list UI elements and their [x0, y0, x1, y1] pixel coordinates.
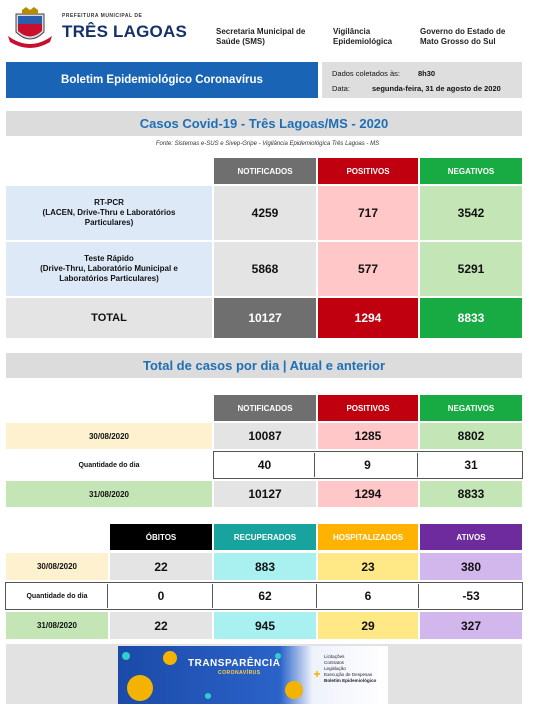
dia-atual-positivos: 1294 — [318, 481, 418, 507]
dia-atual-notificados: 10127 — [214, 481, 316, 507]
dia-qtd-negativos: 31 — [421, 453, 521, 477]
total-notificados: 10127 — [214, 298, 316, 338]
dia-anterior-negativos: 8802 — [420, 423, 522, 449]
data-label: Data: — [332, 84, 350, 93]
coletados-value: 8h30 — [418, 69, 436, 78]
por-dia-title: Total de casos por dia | Atual e anterior — [6, 353, 522, 378]
row-label-rtpcr: RT-PCR (LACEN, Drive-Thru e Laboratórios Particulares) — [6, 186, 212, 240]
teste-negativos: 5291 — [420, 242, 522, 296]
rtpcr-notificados: 4259 — [214, 186, 316, 240]
transparencia-title: TRANSPARÊNCIA — [188, 658, 281, 669]
sit-qtd-obitos: 0 — [110, 584, 213, 608]
link-legislacao[interactable]: Legislação — [324, 666, 346, 671]
sit-header-obitos: ÓBITOS — [110, 524, 212, 550]
row-label-teste-rapido: Teste Rápido (Drive-Thru, Laboratório Municipal e Laboratórios Particulares) — [6, 242, 212, 296]
teste-positivos: 577 — [318, 242, 418, 296]
sit-atual-label: 31/08/2020 — [6, 612, 108, 639]
coletados-label: Dados coletados às: — [332, 69, 400, 78]
total-positivos: 1294 — [318, 298, 418, 338]
casos-header-positivos: POSITIVOS — [318, 158, 418, 184]
sit-anterior-hospitalizados: 23 — [318, 553, 418, 580]
sit-qtd-recuperados: 62 — [214, 584, 317, 608]
dia-qtd-notificados: 40 — [215, 453, 315, 477]
dia-header-negativos: NEGATIVOS — [420, 395, 522, 421]
dia-atual-negativos: 8833 — [420, 481, 522, 507]
link-boletim[interactable]: Boletim Epidemiológico — [324, 678, 377, 683]
link-execucao-despesas[interactable]: Execução de Despesas — [324, 672, 373, 677]
transparencia-links — [324, 654, 376, 684]
sit-anterior-obitos: 22 — [110, 553, 212, 580]
header-secretaria: Secretaria Municipal de Saúde (SMS) — [216, 27, 306, 46]
sit-qtd-hospitalizados: 6 — [318, 584, 419, 608]
total-label: TOTAL — [6, 298, 212, 338]
dia-anterior-notificados: 10087 — [214, 423, 316, 449]
logo-subtitle: PREFEITURA MUNICIPAL DE — [62, 13, 143, 19]
total-negativos: 8833 — [420, 298, 522, 338]
sit-atual-hospitalizados: 29 — [318, 612, 418, 639]
dia-atual-label: 31/08/2020 — [6, 481, 212, 507]
sit-anterior-label: 30/08/2020 — [6, 553, 108, 580]
link-contratos[interactable]: Contratos — [324, 660, 344, 665]
dia-qtd-label: Quantidade do dia — [6, 451, 212, 479]
coat-of-arms-icon — [6, 6, 54, 50]
sit-atual-ativos: 327 — [420, 612, 522, 639]
dia-qtd-positivos: 9 — [318, 453, 418, 477]
sit-anterior-recuperados: 883 — [214, 553, 316, 580]
data-value: segunda-feira, 31 de agosto de 2020 — [372, 84, 501, 93]
sit-header-recuperados: RECUPERADOS — [214, 524, 316, 550]
sit-header-hospitalizados: HOSPITALIZADOS — [318, 524, 418, 550]
info-box — [322, 62, 522, 98]
transparencia-banner[interactable] — [118, 646, 388, 704]
logo-title: TRÊS LAGOAS — [62, 22, 187, 41]
sit-atual-recuperados: 945 — [214, 612, 316, 639]
transparencia-subtitle: CORONAVÍRUS — [218, 670, 261, 676]
casos-header-negativos: NEGATIVOS — [420, 158, 522, 184]
rtpcr-positivos: 717 — [318, 186, 418, 240]
sit-qtd-label: Quantidade do dia — [7, 584, 108, 608]
rtpcr-negativos: 3542 — [420, 186, 522, 240]
sit-header-ativos: ATIVOS — [420, 524, 522, 550]
boletim-title: Boletim Epidemiológico Coronavírus — [6, 62, 318, 98]
casos-header-notificados: NOTIFICADOS — [214, 158, 316, 184]
sit-anterior-ativos: 380 — [420, 553, 522, 580]
header-vigilancia: Vigilância Epidemiológica — [333, 27, 393, 46]
link-licitacoes[interactable]: Licitações — [324, 654, 345, 659]
teste-notificados: 5868 — [214, 242, 316, 296]
dia-anterior-label: 30/08/2020 — [6, 423, 212, 449]
sit-atual-obitos: 22 — [110, 612, 212, 639]
dia-header-positivos: POSITIVOS — [318, 395, 418, 421]
dia-anterior-positivos: 1285 — [318, 423, 418, 449]
header-governo: Governo do Estado de Mato Grosso do Sul — [420, 27, 506, 46]
dia-header-notificados: NOTIFICADOS — [214, 395, 316, 421]
fonte-text: Fonte: Sistemas e-SUS e Sivep-Gripe - Vigilância Epidemiológica Três Lagoas - MS — [155, 141, 380, 147]
sit-qtd-ativos: -53 — [421, 584, 521, 608]
casos-title: Casos Covid-19 - Três Lagoas/MS - 2020 — [6, 111, 522, 136]
